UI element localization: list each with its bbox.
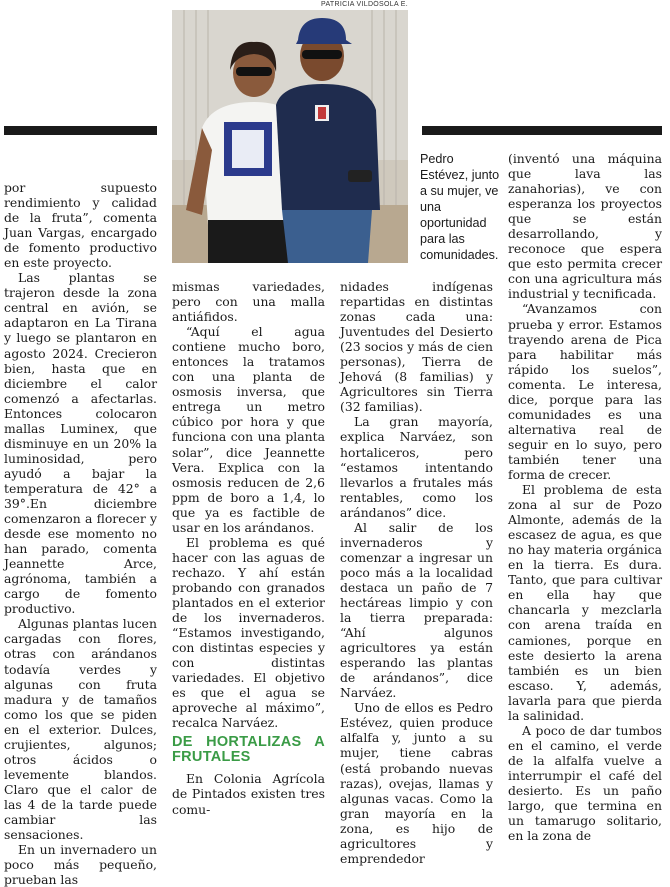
paragraph: En Colonia Agrícola de Pintados existen tres comu- xyxy=(172,771,325,817)
article-photo xyxy=(172,10,408,263)
paragraph: nidades indígenas repartidas en distintas zonas cada una: Juventudes del Desierto (23 socios y más de cien personas), Tierra de Jehová (8 familias) y Agricultores sin Tierra (32 familias). xyxy=(340,279,493,415)
paragraph: Las plantas se trajeron desde la zona central en avión, se adaptaron en La Tirana y luego se plantaron en agosto 2024. Crecieron bien, hasta que en diciembre el calor comenzó a afectarlas. Entonces colocaron mallas Luminex, que disminuye en un 20% la luminosidad, pero ayudó a bajar la temperatura de 42° a 39°.En diciembre comenzaron a florecer y desde ese momento no han parado, comenta Jeannette Arce, agrónoma, también a cargo de fomento productivo. xyxy=(4,270,157,617)
paragraph: La gran mayoría, explica Narváez, son hortaliceros, pero “estamos intentando llevarlos a frutales más rentables, como los arándanos” dice. xyxy=(340,414,493,520)
article-column-2 xyxy=(172,279,325,817)
paragraph: (inventó una máquina que lava las zanahorias), ve con esperanza los proyectos que se están desarrollando, y reconoce que espera que esto permita crecer con una agricultura más industrial y tecnificada. xyxy=(508,151,662,302)
article-column-1 xyxy=(4,180,157,887)
paragraph: mismas variedades, pero con una malla antiáfidos. xyxy=(172,279,325,325)
article-column-4 xyxy=(508,151,662,843)
paragraph: Al salir de los invernaderos y comenzar a ingresar un poco más a la localidad destaca un paño de 7 hectáreas limpio y con la tierra preparada: “Ahí algunos agricultores ya están esperando las plantas de arándanos”, dice Narváez. xyxy=(340,519,493,701)
article-column-3 xyxy=(340,279,493,866)
photo-caption: Pedro Estévez, junto a su mujer, ve una oportunidad para las comunidades. xyxy=(420,152,500,262)
paragraph: Algunas plantas lucen cargadas con flores, otras con arándanos todavía verdes y algunas con fruta madura y de tamaños como los que se piden en el exterior. Dulces, crujientes, algunos; otros ácidos o levemente blandos. Claro que el calor de las 4 de la tarde puede cambiar las sensaciones. xyxy=(4,616,157,843)
section-subhead: DE HORTALIZAS A FRUTALES xyxy=(172,734,325,766)
paragraph: El problema es qué hacer con las aguas de rechazo. Y ahí están probando con granados plantados en el exterior de los invernaderos. “Estamos investigando, con distintas especies y con distintas variedades. El objetivo es que el agua se aproveche al máximo”, recalca Narváez. xyxy=(172,534,325,731)
paragraph: A poco de dar tumbos en el camino, el verde de la alfalfa vuelve a interrumpir el café del desierto. Es un paño largo, que termina en un tamarugo solitario, en la zona de xyxy=(508,722,662,844)
paragraph: El problema de esta zona al sur de Pozo Almonte, además de la escasez de agua, es que no hay materia orgánica en la tierra. Es dura. Tanto, que para cultivar en ella hay que chancarla y mezclarla con arena traída en camiones, porque en este desierto la arena también es un bien escaso. Y, además, lavarla para que pierda la salinidad. xyxy=(508,482,662,723)
paragraph: En un invernadero un poco más pequeño, prueban las xyxy=(4,842,157,887)
paragraph: “Avanzamos con prueba y error. Estamos trayendo arena de Pica para habilitar más rápido los suelos”, comenta. Le interesa, dice, porque para las comunidades es una alternativa real de seguir en lo suyo, pero también tener una forma de crecer. xyxy=(508,301,662,482)
photo-credit: PATRICIA VILDÓSOLA E. xyxy=(321,1,408,8)
paragraph: por supuesto rendimiento y calidad de la fruta”, comenta Juan Vargas, encargado de fomento productivo en este proyecto. xyxy=(4,180,157,271)
section-rule-right xyxy=(422,126,662,135)
paragraph: “Aquí el agua contiene mucho boro, entonces la tratamos con una planta de osmosis inversa, que entrega un metro cúbico por hora y que funciona con una planta solar”, dice Jeannette Vera. Explica con la osmosis reducen de 2,6 ppm de boro a 1,4, lo que ya es factible de usar en los arándanos. xyxy=(172,324,325,535)
paragraph: Uno de ellos es Pedro Estévez, quien produce alfalfa y, junto a su mujer, tiene cabras (está probando nuevas razas), ovejas, llamas y algunas vacas. Como la gran mayoría en la zona, es hijo de agricultores y emprendedor xyxy=(340,700,493,866)
section-rule-left xyxy=(4,126,157,135)
